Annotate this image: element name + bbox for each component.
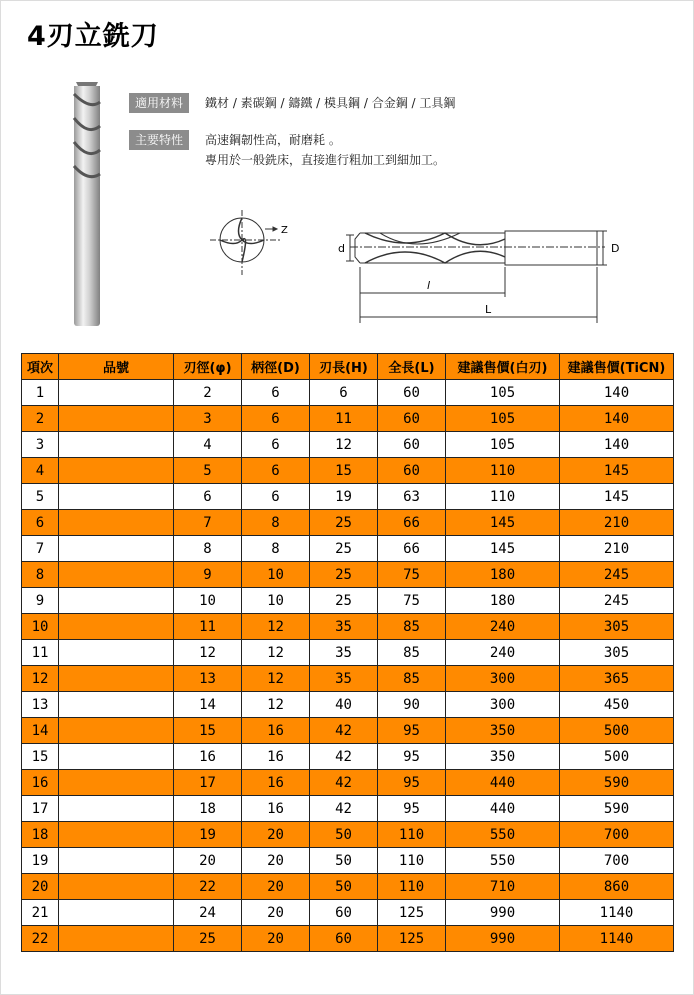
table-cell: 110 [378,874,446,900]
table-cell: 4 [174,432,242,458]
table-row [22,588,674,614]
table-cell: 50 [310,874,378,900]
table-cell: 13 [174,666,242,692]
spec-table [21,353,674,952]
table-cell: 12 [174,640,242,666]
table-cell [59,874,174,900]
table-cell: 6 [310,380,378,406]
table-cell: 145 [446,510,560,536]
table-cell: 365 [560,666,674,692]
table-cell [59,432,174,458]
table-cell: 240 [446,614,560,640]
table-cell: 440 [446,770,560,796]
d-label: d [338,242,345,255]
table-cell: 60 [378,406,446,432]
table-row [22,640,674,666]
table-cell: 66 [378,536,446,562]
table-cell: 245 [560,562,674,588]
table-cell: 25 [174,926,242,952]
table-cell: 3 [22,432,59,458]
D-label: D [611,242,620,255]
table-cell: 16 [22,770,59,796]
table-cell: 75 [378,562,446,588]
table-cell: 210 [560,536,674,562]
table-cell: 6 [242,380,310,406]
table-cell: 2 [174,380,242,406]
table-cell: 15 [174,718,242,744]
table-cell: 1140 [560,900,674,926]
column-header: 品號 [59,354,174,380]
table-cell: 4 [22,458,59,484]
table-cell: 590 [560,770,674,796]
table-header-row [22,354,674,380]
table-cell: 75 [378,588,446,614]
table-cell [59,926,174,952]
table-cell: 9 [22,588,59,614]
table-row [22,380,674,406]
z-label: Z [281,225,288,236]
table-row [22,666,674,692]
table-cell: 590 [560,796,674,822]
table-cell: 18 [22,822,59,848]
table-cell: 11 [22,640,59,666]
column-header: 建議售價(TiCN) [560,354,674,380]
table-row [22,900,674,926]
table-cell: 35 [310,614,378,640]
table-cell: 12 [242,614,310,640]
table-cell: 20 [242,874,310,900]
tag-materials: 適用材料 [129,93,189,113]
table-cell [59,666,174,692]
table-cell: 2 [22,406,59,432]
table-cell: 22 [22,926,59,952]
column-header: 刃長(H) [310,354,378,380]
table-cell: 305 [560,614,674,640]
table-cell: 25 [310,588,378,614]
table-cell: 16 [242,744,310,770]
table-cell: 42 [310,796,378,822]
table-cell: 240 [446,640,560,666]
column-header: 全長(L) [378,354,446,380]
table-cell: 95 [378,770,446,796]
table-cell: 6 [242,484,310,510]
table-cell: 19 [22,848,59,874]
table-cell: 8 [22,562,59,588]
table-cell: 3 [174,406,242,432]
table-cell: 17 [22,796,59,822]
table-cell [59,770,174,796]
table-cell [59,510,174,536]
table-cell: 25 [310,562,378,588]
table-cell: 6 [22,510,59,536]
table-cell: 7 [22,536,59,562]
table-cell: 990 [446,926,560,952]
table-cell: 10 [242,588,310,614]
table-row [22,796,674,822]
table-row [22,874,674,900]
table-row [22,614,674,640]
table-row [22,744,674,770]
table-cell: 8 [242,536,310,562]
table-cell: 700 [560,822,674,848]
table-cell: 5 [22,484,59,510]
end-view-diagram [210,210,280,275]
table-cell: 105 [446,380,560,406]
table-cell: 990 [446,900,560,926]
table-cell: 15 [310,458,378,484]
table-cell: 12 [22,666,59,692]
table-cell: 60 [310,926,378,952]
table-row [22,536,674,562]
table-cell: 25 [310,510,378,536]
table-row [22,510,674,536]
table-cell [59,796,174,822]
tag-features: 主要特性 [129,130,189,150]
table-cell: 1 [22,380,59,406]
table-cell [59,562,174,588]
table-cell: 16 [242,718,310,744]
table-cell: 300 [446,692,560,718]
table-cell: 90 [378,692,446,718]
table-cell: 21 [22,900,59,926]
table-cell: 500 [560,744,674,770]
table-cell: 11 [174,614,242,640]
table-cell: 19 [174,822,242,848]
table-cell: 20 [242,926,310,952]
L-label: L [485,303,492,316]
table-cell: 1140 [560,926,674,952]
table-cell: 95 [378,796,446,822]
table-cell [59,744,174,770]
table-row [22,458,674,484]
table-cell: 700 [560,848,674,874]
column-header: 建議售價(白刃) [446,354,560,380]
table-cell: 42 [310,744,378,770]
dimension-drawing [205,205,635,330]
table-cell: 245 [560,588,674,614]
side-view-diagram [346,231,607,323]
table-cell: 42 [310,770,378,796]
table-cell: 16 [242,770,310,796]
table-cell: 20 [242,822,310,848]
table-cell: 450 [560,692,674,718]
table-cell [59,536,174,562]
table-cell: 20 [242,900,310,926]
table-cell [59,406,174,432]
table-cell: 18 [174,796,242,822]
table-cell: 66 [378,510,446,536]
table-cell [59,588,174,614]
table-cell: 60 [378,380,446,406]
features-text-1: 高速鋼韌性高，耐磨耗 。 [205,133,341,147]
table-cell: 8 [242,510,310,536]
table-cell: 50 [310,822,378,848]
table-cell: 85 [378,640,446,666]
table-cell: 125 [378,926,446,952]
table-cell: 20 [174,848,242,874]
table-cell: 13 [22,692,59,718]
table-cell [59,380,174,406]
table-row [22,562,674,588]
column-header: 柄徑(D) [242,354,310,380]
table-cell [59,458,174,484]
table-cell: 6 [242,406,310,432]
table-cell [59,614,174,640]
table-cell: 140 [560,432,674,458]
table-cell [59,692,174,718]
table-cell: 6 [242,432,310,458]
table-cell: 15 [22,744,59,770]
table-row [22,822,674,848]
table-cell: 300 [446,666,560,692]
table-cell: 35 [310,640,378,666]
table-cell: 10 [242,562,310,588]
table-cell: 550 [446,822,560,848]
column-header: 項次 [22,354,59,380]
table-cell: 19 [310,484,378,510]
table-cell [59,822,174,848]
table-cell: 60 [378,458,446,484]
column-header: 刃徑(φ) [174,354,242,380]
table-cell [59,484,174,510]
table-row [22,432,674,458]
table-cell: 10 [22,614,59,640]
table-cell: 63 [378,484,446,510]
table-cell: 7 [174,510,242,536]
table-cell: 95 [378,744,446,770]
table-cell: 110 [446,458,560,484]
table-cell: 105 [446,432,560,458]
table-cell: 11 [310,406,378,432]
table-cell: 145 [560,484,674,510]
table-row [22,848,674,874]
table-cell: 550 [446,848,560,874]
table-cell: 350 [446,718,560,744]
table-cell: 145 [446,536,560,562]
table-cell: 85 [378,614,446,640]
table-cell: 12 [242,640,310,666]
table-cell: 180 [446,588,560,614]
table-cell: 25 [310,536,378,562]
table-cell: 110 [378,822,446,848]
table-cell: 20 [22,874,59,900]
table-cell: 20 [242,848,310,874]
table-cell: 350 [446,744,560,770]
table-cell: 110 [446,484,560,510]
end-mill-photo [70,80,104,330]
table-cell: 40 [310,692,378,718]
table-cell: 42 [310,718,378,744]
table-cell: 105 [446,406,560,432]
table-cell: 60 [378,432,446,458]
page-title: 4刃立銑刀 [27,21,159,52]
table-cell: 12 [242,692,310,718]
table-cell: 85 [378,666,446,692]
l-label: l [427,279,431,292]
table-cell: 95 [378,718,446,744]
table-cell: 14 [174,692,242,718]
table-cell: 35 [310,666,378,692]
table-cell: 24 [174,900,242,926]
table-cell: 12 [310,432,378,458]
table-cell: 125 [378,900,446,926]
table-cell: 9 [174,562,242,588]
features-text-2: 專用於一般銑床，直接進行粗加工到細加工。 [205,153,446,167]
table-cell: 14 [22,718,59,744]
table-cell: 180 [446,562,560,588]
table-cell: 860 [560,874,674,900]
table-cell: 6 [174,484,242,510]
materials-text: 鐵材 / 素碳鋼 / 鑄鐵 / 模具鋼 / 合金鋼 / 工具鋼 [205,96,456,110]
table-cell: 60 [310,900,378,926]
table-cell: 710 [446,874,560,900]
table-row [22,692,674,718]
table-cell [59,900,174,926]
table-row [22,718,674,744]
table-cell: 10 [174,588,242,614]
table-row [22,406,674,432]
table-cell: 22 [174,874,242,900]
table-cell [59,718,174,744]
table-cell: 110 [378,848,446,874]
table-cell: 16 [242,796,310,822]
table-cell: 500 [560,718,674,744]
table-cell: 12 [242,666,310,692]
table-cell [59,640,174,666]
table-cell: 17 [174,770,242,796]
table-cell: 140 [560,406,674,432]
table-cell: 305 [560,640,674,666]
table-cell: 145 [560,458,674,484]
table-row [22,484,674,510]
table-row [22,770,674,796]
table-cell: 8 [174,536,242,562]
table-cell: 5 [174,458,242,484]
table-row [22,926,674,952]
table-cell: 50 [310,848,378,874]
table-cell: 440 [446,796,560,822]
table-cell: 6 [242,458,310,484]
table-cell [59,848,174,874]
table-cell: 140 [560,380,674,406]
table-cell: 16 [174,744,242,770]
table-cell: 210 [560,510,674,536]
